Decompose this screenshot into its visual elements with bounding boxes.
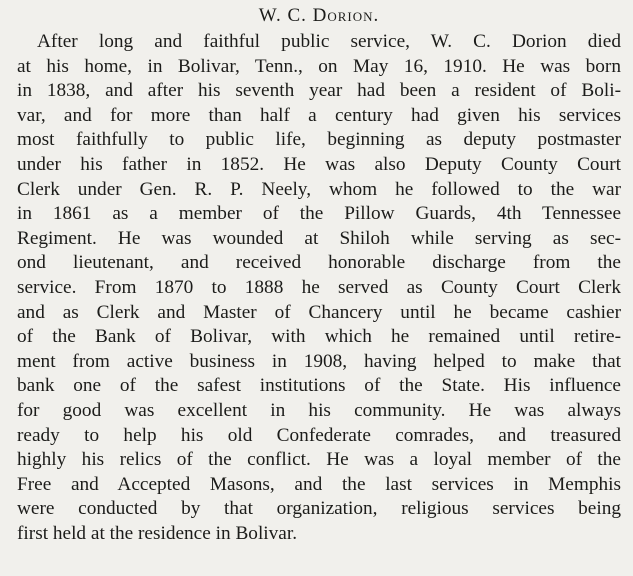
- article-title: W. C. Dorion.: [258, 5, 380, 26]
- text-line: highly his relics of the conflict. He was a loyal member of the: [17, 449, 621, 471]
- text-line: were conducted by that organization, religious services being: [17, 498, 621, 520]
- text-line: After long and faithful public service, W. C. Dorion died: [37, 31, 621, 52]
- text-line: ond lieutenant, and received honorable discharge from the: [17, 252, 621, 274]
- text-line: first held at the residence in Bolivar.: [17, 522, 298, 544]
- text-line: and as Clerk and Master of Chancery until he became cashier: [17, 301, 621, 323]
- text-line: of the Bank of Bolivar, with which he remained until retire-: [17, 326, 621, 348]
- text-line: service. From 1870 to 1888 he served as County Court Clerk: [17, 276, 621, 298]
- text-line: bank one of the safest institutions of the State. His influence: [17, 375, 621, 397]
- text-line: Regiment. He was wounded at Shiloh while serving as sec-: [17, 227, 621, 249]
- text-line: most faithfully to public life, beginning as deputy postmaster: [17, 129, 621, 151]
- text-line: at his home, in Bolivar, Tenn., on May 16, 1910. He was born: [17, 55, 621, 77]
- text-line: var, and for more than half a century had given his services: [17, 104, 621, 126]
- text-line: Clerk under Gen. R. P. Neely, whom he followed to the war: [17, 178, 621, 200]
- article-body: [17, 30, 621, 546]
- text-line: ment from active business in 1908, having helped to make that: [17, 350, 621, 372]
- text-line: Free and Accepted Masons, and the last services in Memphis: [17, 473, 621, 495]
- text-line: for good was excellent in his community. He was always: [17, 399, 621, 421]
- text-line: under his father in 1852. He was also Deputy County Court: [17, 153, 621, 175]
- text-line: in 1838, and after his seventh year had been a resident of Boli-: [17, 80, 621, 102]
- text-line: in 1861 as a member of the Pillow Guards, 4th Tennessee: [17, 203, 621, 225]
- text-line: ready to help his old Confederate comrades, and treasured: [17, 424, 621, 446]
